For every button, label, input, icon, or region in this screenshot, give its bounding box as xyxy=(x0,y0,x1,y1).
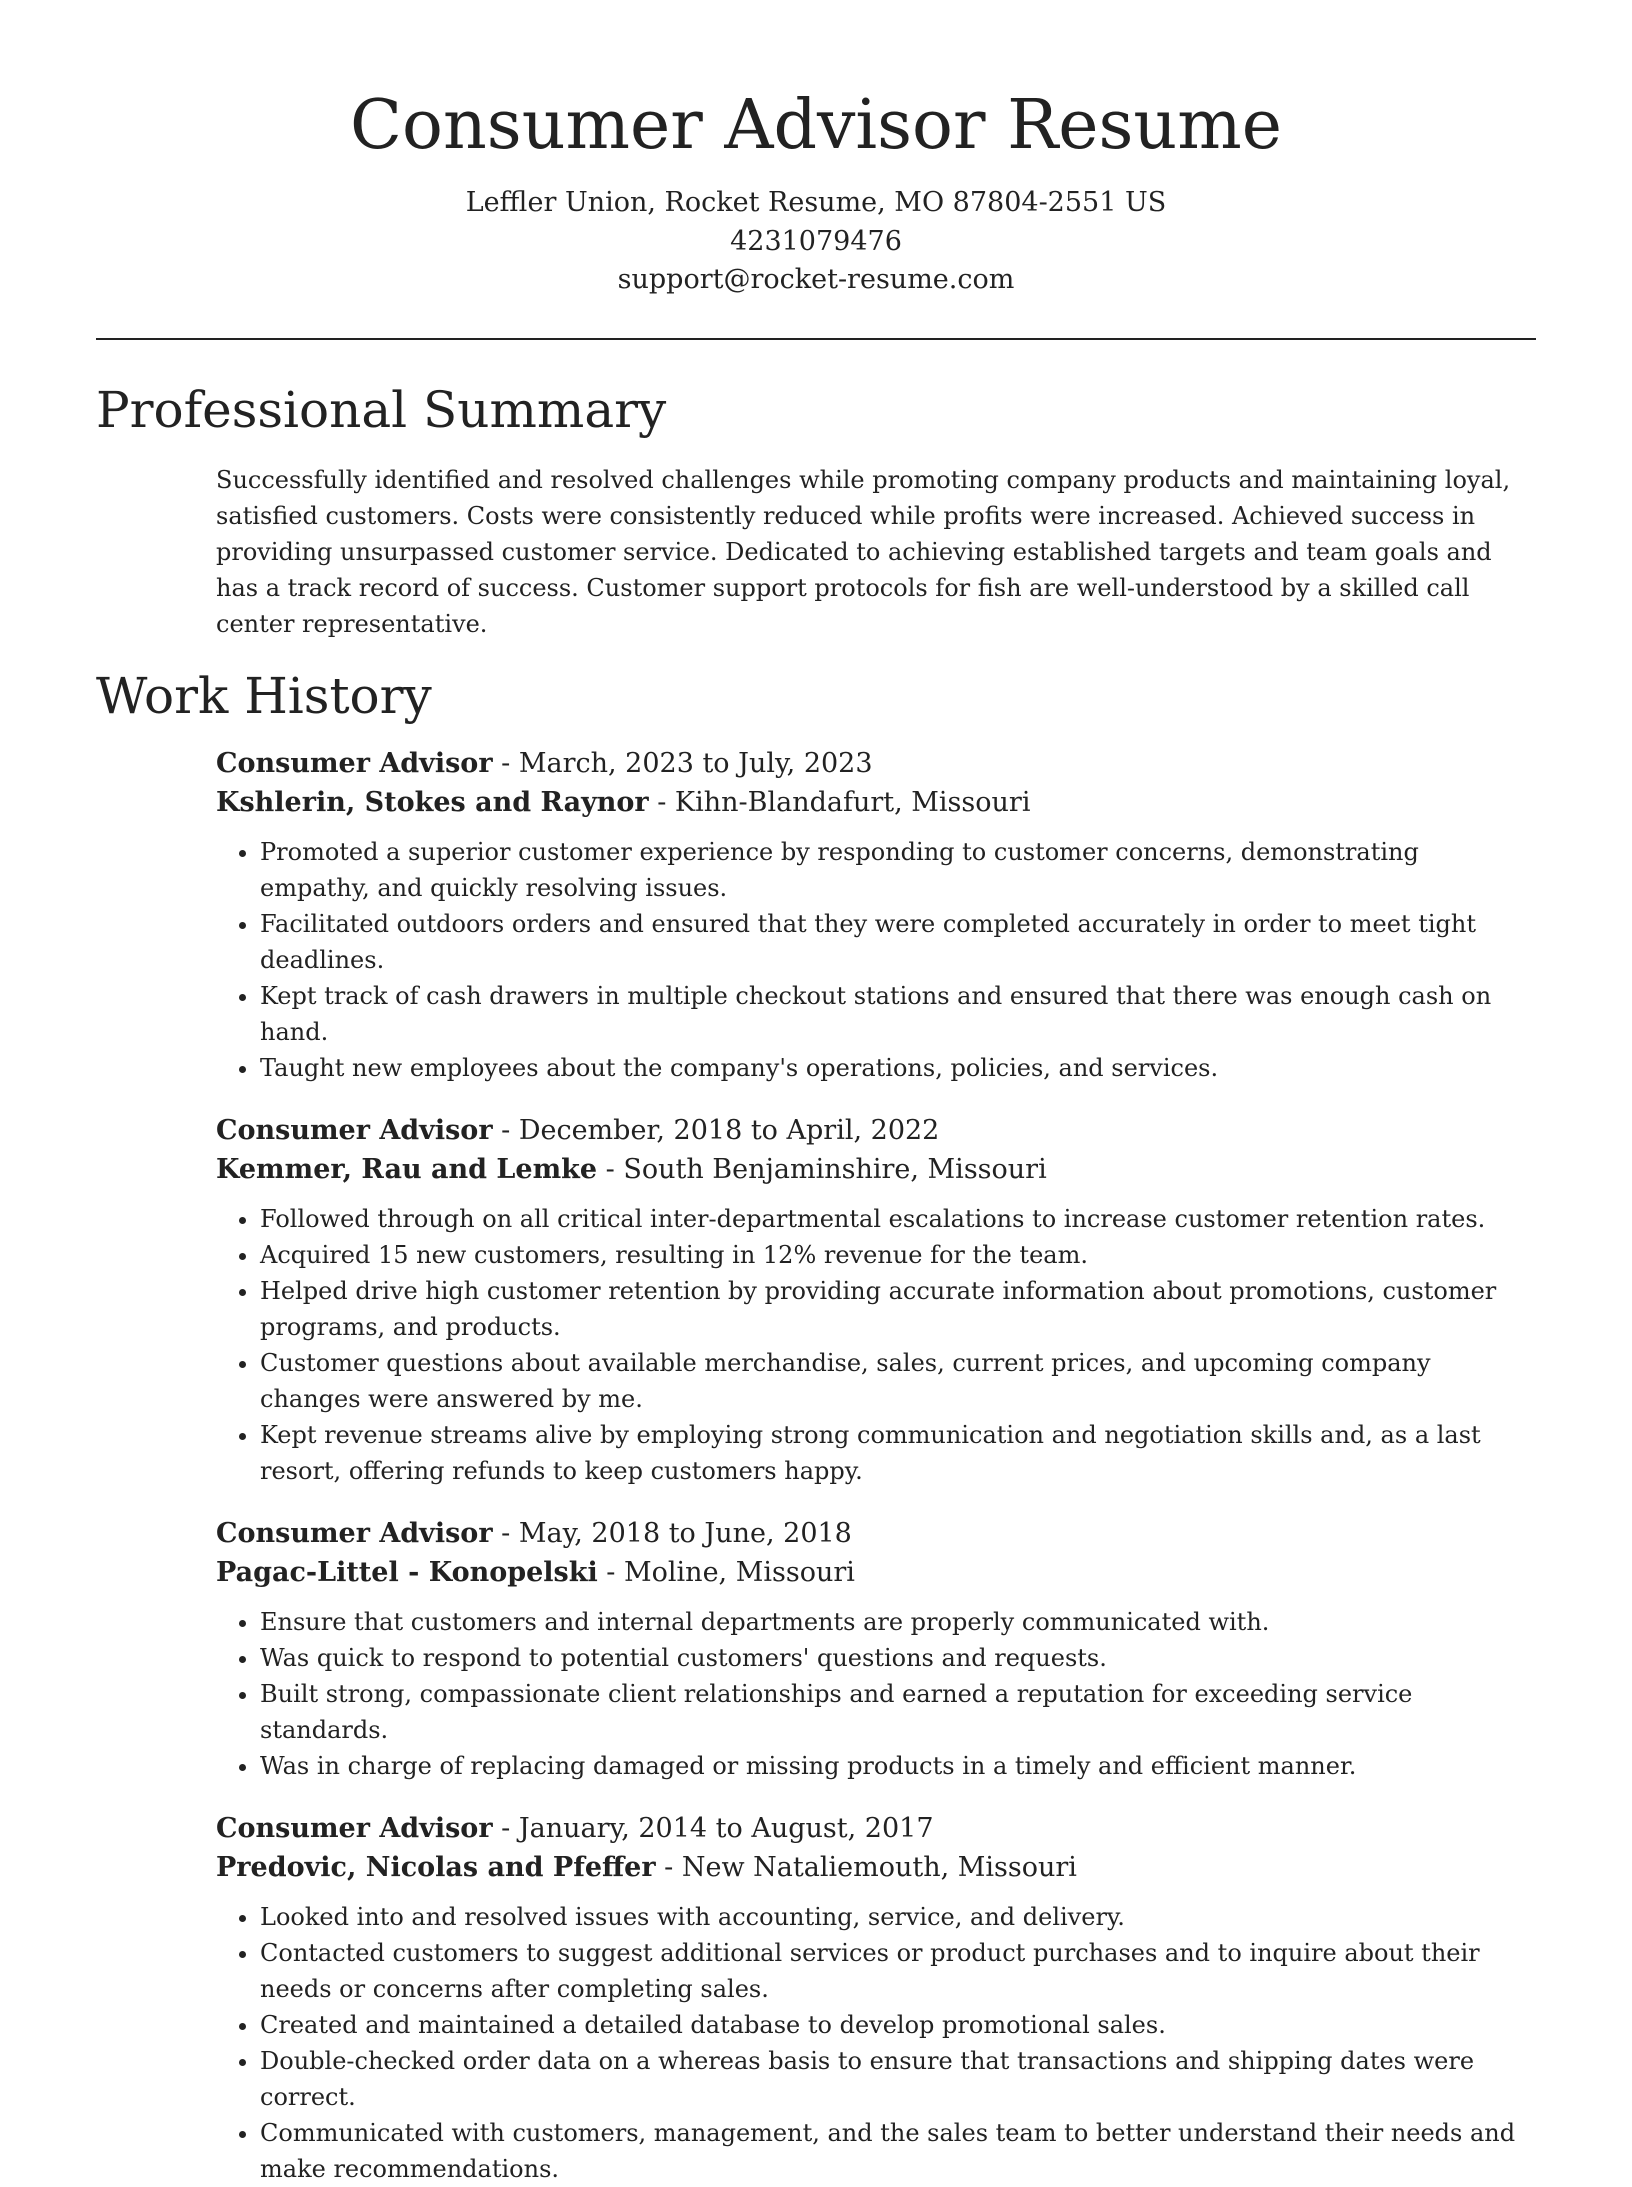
job-entry xyxy=(216,1111,1536,1489)
job-entry xyxy=(216,1514,1536,1784)
job-title-line xyxy=(216,744,1536,783)
contact-address: Leffler Union, Rocket Resume, MO 87804-2551 US xyxy=(465,187,1167,218)
job-bullet: • Communicated with customers, management, and the sales team to better understand their needs and make recommendations. xyxy=(260,2115,1536,2187)
job-title-line xyxy=(216,1514,1536,1553)
job-bullet: • Was quick to respond to potential customers' questions and requests. xyxy=(260,1640,1536,1676)
job-company: Kemmer, Rau and Lemke xyxy=(216,1153,598,1185)
job-dates: - May, 2018 to June, 2018 xyxy=(492,1517,852,1549)
job-company-line xyxy=(216,1553,1536,1592)
job-bullet: • Facilitated outdoors orders and ensured that they were completed accurately in order to meet tight deadlines. xyxy=(260,906,1536,978)
job-bullets xyxy=(216,1201,1536,1489)
job-bullet: • Ensure that customers and internal departments are properly communicated with. xyxy=(260,1604,1536,1640)
job-title: Consumer Advisor xyxy=(216,1517,493,1549)
job-bullet: • Promoted a superior customer experience by responding to customer concerns, demonstrating empathy, and quickly resolving issues. xyxy=(260,834,1536,906)
job-bullet: • Customer questions about available merchandise, sales, current prices, and upcoming company changes were answered by me. xyxy=(260,1345,1536,1417)
contact-email: support@rocket-resume.com xyxy=(617,264,1015,295)
summary-text: Successfully identified and resolved challenges while promoting company products and maintaining loyal, satisfied customers. Costs were consistently reduced while profits were increased. Achieved success in providing unsurpassed customer service. Dedicated to achieving established targets and team goals and has a track record of success. Customer support protocols for fish are well-understood by a skilled call center representative. xyxy=(216,465,1511,638)
resume-title: Consumer Advisor Resume xyxy=(350,86,1282,165)
job-bullet: • Contacted customers to suggest additional services or product purchases and to inquire about their needs or concerns after completing sales. xyxy=(260,1935,1536,2007)
job-dates: - December, 2018 to April, 2022 xyxy=(492,1114,940,1146)
job-bullet: • Acquired 15 new customers, resulting in 12% revenue for the team. xyxy=(260,1237,1536,1273)
job-bullet: • Followed through on all critical inter-departmental escalations to increase customer retention rates. xyxy=(260,1201,1536,1237)
job-company: Pagac-Littel - Konopelski xyxy=(216,1556,598,1588)
job-title: Consumer Advisor xyxy=(216,747,493,779)
job-dates: - March, 2023 to July, 2023 xyxy=(492,747,873,779)
job-title: Consumer Advisor xyxy=(216,1812,493,1844)
job-title-line xyxy=(216,1111,1536,1150)
work-history-heading: Work History xyxy=(96,666,432,725)
job-bullet: • Taught new employees about the company's operations, policies, and services. xyxy=(260,1050,1536,1086)
job-location: - Moline, Missouri xyxy=(597,1556,855,1588)
job-entry xyxy=(216,1809,1536,2187)
job-bullet: • Was in charge of replacing damaged or missing products in a timely and efficient manner. xyxy=(260,1748,1536,1784)
job-bullet: • Helped drive high customer retention by providing accurate information about promotions, customer programs, and products. xyxy=(260,1273,1536,1345)
job-entry xyxy=(216,744,1536,1086)
job-location: - South Benjaminshire, Missouri xyxy=(597,1153,1047,1185)
job-bullets xyxy=(216,834,1536,1086)
job-dates: - January, 2014 to August, 2017 xyxy=(492,1812,934,1844)
job-bullets xyxy=(216,1604,1536,1784)
job-company-line xyxy=(216,783,1536,822)
job-location: - New Nataliemouth, Missouri xyxy=(655,1851,1077,1883)
job-bullet: • Double-checked order data on a whereas basis to ensure that transactions and shipping dates were correct. xyxy=(260,2043,1536,2115)
job-company-line xyxy=(216,1848,1536,1887)
job-company-line xyxy=(216,1150,1536,1189)
job-company: Kshlerin, Stokes and Raynor xyxy=(216,786,649,818)
job-bullet: • Kept track of cash drawers in multiple checkout stations and ensured that there was enough cash on hand. xyxy=(260,978,1536,1050)
contact-phone: 4231079476 xyxy=(730,225,902,257)
job-bullet: • Looked into and resolved issues with accounting, service, and delivery. xyxy=(260,1899,1536,1935)
job-bullet: • Built strong, compassionate client relationships and earned a reputation for exceeding service standards. xyxy=(260,1676,1536,1748)
job-title: Consumer Advisor xyxy=(216,1114,493,1146)
job-title-line xyxy=(216,1809,1536,1848)
job-bullets xyxy=(216,1899,1536,2187)
resume-page xyxy=(96,0,1536,2187)
job-bullet: • Kept revenue streams alive by employing strong communication and negotiation skills and, as a last resort, offering refunds to keep customers happy. xyxy=(260,1417,1536,1489)
contact-block xyxy=(96,184,1536,300)
header-divider xyxy=(96,338,1536,340)
summary-heading: Professional Summary xyxy=(96,380,667,439)
job-company: Predovic, Nicolas and Pfeffer xyxy=(216,1851,656,1883)
job-bullet: • Created and maintained a detailed database to develop promotional sales. xyxy=(260,2007,1536,2043)
job-location: - Kihn-Blandafurt, Missouri xyxy=(648,786,1031,818)
